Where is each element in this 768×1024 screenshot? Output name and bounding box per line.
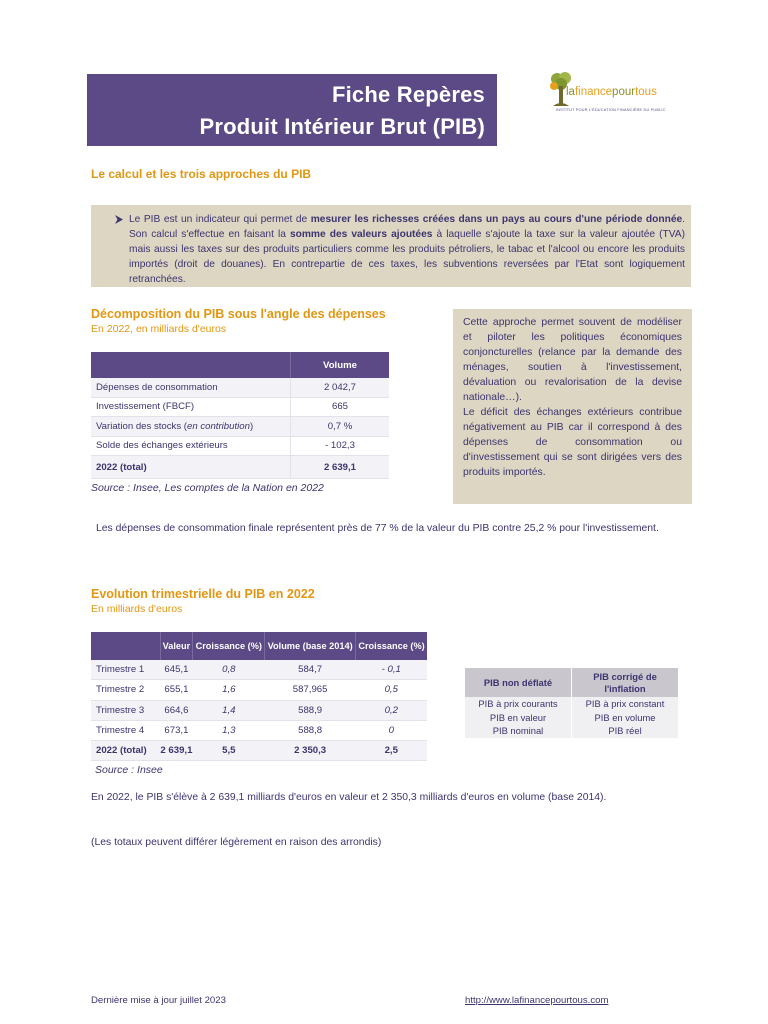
table-row xyxy=(91,660,427,680)
cell: Trimestre 3 xyxy=(91,700,160,720)
logo-part-4: tous xyxy=(635,86,657,98)
row-label-c: ) xyxy=(249,420,254,432)
table-row xyxy=(91,378,389,397)
logo-part-1: la xyxy=(566,86,575,98)
page-title-line1: Fiche Repères xyxy=(331,82,485,107)
footer-link-wrap xyxy=(465,995,608,1006)
side-note-text xyxy=(463,315,682,480)
cell: 655,1 xyxy=(160,680,193,700)
table-header-volume: Volume xyxy=(291,352,390,378)
col-header: Volume (base 2014) xyxy=(265,632,356,660)
intro-part-c: . Son calcul s'effectue en faisant la xyxy=(129,214,685,240)
row-label xyxy=(91,417,291,437)
cell: PIB en valeur xyxy=(465,711,572,725)
cell: 5,5 xyxy=(193,741,265,761)
col-header xyxy=(91,632,160,660)
source-note: Source : Insee, Les comptes de la Nation en 2022 xyxy=(91,482,324,494)
row-value: 665 xyxy=(291,397,390,417)
cell: Trimestre 4 xyxy=(91,720,160,740)
logo-part-2: finance xyxy=(574,86,613,98)
table-row xyxy=(91,436,389,456)
cell: 0,5 xyxy=(356,680,427,700)
row-label-b: en contribution xyxy=(187,420,250,432)
table-row xyxy=(91,397,389,417)
section2-subheading: En 2022, en milliards d'euros xyxy=(91,323,227,335)
intro-part-d: somme des valeurs ajoutées xyxy=(289,229,433,240)
title-banner xyxy=(87,74,497,146)
section3-subheading: En milliards d'euros xyxy=(91,603,183,615)
intro-box xyxy=(91,205,691,287)
page-title-line2: Produit Intérieur Brut (PIB) xyxy=(199,114,485,139)
section1-heading: Le calcul et les trois approches du PIB xyxy=(91,167,312,181)
row-label-a: Variation des stocks ( xyxy=(96,420,187,432)
table-row xyxy=(91,417,389,437)
pib-paragraph: En 2022, le PIB s'élève à 2 639,1 milliards d'euros en valeur et 2 350,3 milliards d'euros en volume (base 2014). xyxy=(91,792,607,803)
table-row-total xyxy=(91,741,427,761)
row-value: 0,7 % xyxy=(291,417,390,437)
side-note-p2: Le déficit des échanges extérieurs contribue négativement au PIB car il correspond à des dépenses de consommation ou d'investissement qui se sont dirigées vers des produits importés. xyxy=(463,407,682,478)
cell: 1,6 xyxy=(193,680,265,700)
cell: 0,8 xyxy=(193,660,265,680)
col-header: Croissance (%) xyxy=(356,632,427,660)
cell: 664,6 xyxy=(160,700,193,720)
quarterly-table xyxy=(91,632,427,761)
logo-part-3: pour xyxy=(612,86,636,98)
cell: 1,3 xyxy=(193,720,265,740)
cell: 645,1 xyxy=(160,660,193,680)
table-row-total xyxy=(91,456,389,479)
cell: 1,4 xyxy=(193,700,265,720)
cell: 584,7 xyxy=(265,660,356,680)
expenses-table xyxy=(91,352,389,479)
side-note-p1: Cette approche permet souvent de modéliser et piloter les politiques économiques conjoncturelles (relance par la demande des ménages, soutien à l'investissement, dévaluation ou revalorisation de la devise nationale…). xyxy=(463,317,682,403)
arrow-bullet-icon xyxy=(115,215,124,224)
logo-wordmark xyxy=(566,86,657,98)
cell: PIB nominal xyxy=(465,724,572,738)
cell: 0 xyxy=(356,720,427,740)
row-value: 2 639,1 xyxy=(291,456,390,479)
table-row xyxy=(91,720,427,740)
col-header: PIB corrigé de l'inflation xyxy=(572,668,679,697)
table-row xyxy=(465,724,678,738)
table-row xyxy=(465,697,678,711)
cell: 2 639,1 xyxy=(160,741,193,761)
logo xyxy=(546,70,681,120)
cell: PIB réel xyxy=(572,724,679,738)
row-value: - 102,3 xyxy=(291,436,390,456)
source-note: Source : Insee xyxy=(95,764,163,776)
col-header: PIB non déflaté xyxy=(465,668,572,697)
pib-comparison-table xyxy=(465,668,678,738)
rounding-note: (Les totaux peuvent différer légèrement en raison des arrondis) xyxy=(91,837,382,848)
cell: 2,5 xyxy=(356,741,427,761)
cell: 673,1 xyxy=(160,720,193,740)
intro-part-a: Le PIB est un indicateur qui permet de xyxy=(129,214,311,225)
col-header: Croissance (%) xyxy=(193,632,265,660)
intro-text xyxy=(129,212,685,287)
cell: - 0,1 xyxy=(356,660,427,680)
cell: 2 350,3 xyxy=(265,741,356,761)
table-header-row xyxy=(91,632,427,660)
col-header: Valeur xyxy=(160,632,193,660)
side-note-box xyxy=(453,309,692,504)
section2-heading: Décomposition du PIB sous l'angle des dépenses xyxy=(91,307,386,321)
table-header-row xyxy=(465,668,678,697)
cell: 587,965 xyxy=(265,680,356,700)
row-label: Investissement (FBCF) xyxy=(91,397,291,417)
cell: 588,8 xyxy=(265,720,356,740)
table-row xyxy=(91,700,427,720)
row-label: 2022 (total) xyxy=(91,456,291,479)
cell: 2022 (total) xyxy=(91,741,160,761)
intro-part-b: mesurer les richesses créées dans un pays au cours d'une période donnée xyxy=(310,214,683,225)
cell: PIB en volume xyxy=(572,711,679,725)
footer-updated: Dernière mise à jour juillet 2023 xyxy=(91,995,226,1006)
row-label: Dépenses de consommation xyxy=(91,378,291,397)
consumption-paragraph: Les dépenses de consommation finale représentent près de 77 % de la valeur du PIB contre 25,2 % pour l'investissement. xyxy=(96,523,659,534)
intro-part-e: à laquelle s'ajoute la taxe sur la valeur ajoutée (TVA) mais aussi les taxes sur des produits particuliers comme les produits pétroliers, le tabac et l'alcool ou encore les produits importés (droit de douanes). En contrepartie de ces taxes, les subventions reversées par l'Etat sont logiquement retranchées. xyxy=(129,229,685,285)
row-label: Solde des échanges extérieurs xyxy=(91,436,291,456)
footer-website-link[interactable]: http://www.lafinancepourtous.com xyxy=(465,995,609,1006)
table-row xyxy=(91,680,427,700)
row-value: 2 042,7 xyxy=(291,378,390,397)
cell: PIB à prix constant xyxy=(572,697,679,711)
cell: PIB à prix courants xyxy=(465,697,572,711)
cell: 588,9 xyxy=(265,700,356,720)
table-row xyxy=(465,711,678,725)
cell: Trimestre 1 xyxy=(91,660,160,680)
logo-tagline: INSTITUT POUR L'ÉDUCATION FINANCIÈRE DU PUBLIC xyxy=(556,108,666,112)
cell: 0,2 xyxy=(356,700,427,720)
cell: Trimestre 2 xyxy=(91,680,160,700)
section3-heading: Evolution trimestrielle du PIB en 2022 xyxy=(91,587,315,601)
table-header-label xyxy=(91,352,291,378)
